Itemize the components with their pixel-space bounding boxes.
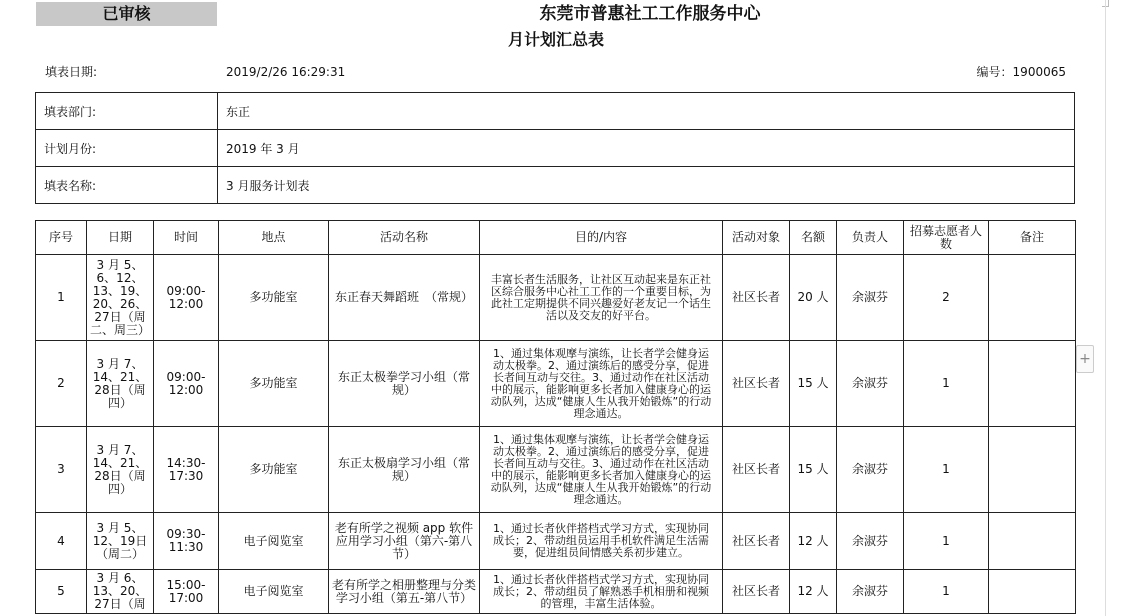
cell-no: 5 bbox=[36, 570, 87, 614]
header-row bbox=[36, 221, 1076, 255]
table-row bbox=[36, 570, 1076, 614]
cell-note bbox=[989, 427, 1076, 513]
cell-purpose: 1、通过长者伙伴搭档式学习方式，实现协同成长；2、带动组员了解熟悉手机相册和视频的管理，丰富生活体验。 bbox=[480, 570, 723, 614]
info-row-dept bbox=[36, 93, 1075, 130]
cell-target: 社区长者 bbox=[723, 341, 790, 427]
form-name-label: 填表名称: bbox=[36, 167, 218, 204]
cell-date: 3 月 7、14、21、28日（周四） bbox=[87, 341, 154, 427]
info-row-month bbox=[36, 130, 1075, 167]
cell-quota: 15 人 bbox=[790, 341, 837, 427]
info-table bbox=[35, 92, 1075, 204]
page-edge-divider bbox=[1105, 0, 1106, 616]
cell-volunteers: 1 bbox=[904, 427, 989, 513]
col-header-time: 时间 bbox=[154, 221, 219, 255]
col-header-activity: 活动名称 bbox=[329, 221, 480, 255]
fill-date-label: 填表日期: bbox=[45, 65, 98, 79]
plus-icon[interactable]: + bbox=[1076, 345, 1094, 373]
cell-target: 社区长者 bbox=[723, 427, 790, 513]
cell-leader: 余淑芬 bbox=[837, 513, 904, 570]
cell-time: 09:30-11:30 bbox=[154, 513, 219, 570]
col-header-volunteers: 招募志愿者人数 bbox=[904, 221, 989, 255]
cell-target: 社区长者 bbox=[723, 570, 790, 614]
cell-quota: 12 人 bbox=[790, 570, 837, 614]
col-header-no: 序号 bbox=[36, 221, 87, 255]
report-subtitle: 月计划汇总表 bbox=[507, 30, 604, 49]
table-row bbox=[36, 513, 1076, 570]
cell-purpose: 1、通过集体观摩与演练，让长者学会健身运动太极拳。2、通过演练后的感受分享，促进长者间互动与交往。3、通过动作在社区活动中的展示，能影响更多长者加入健康身心的运动队列，达成“健康人生从我开始锻炼”的行动理念通达。 bbox=[480, 427, 723, 513]
col-header-place: 地点 bbox=[219, 221, 329, 255]
report-code: 编号：1900065 bbox=[976, 65, 1066, 79]
cell-volunteers: 2 bbox=[904, 255, 989, 341]
cell-date: 3 月 5、12、19日（周二） bbox=[87, 513, 154, 570]
cell-activity: 东正太极拳学习小组（常规） bbox=[329, 341, 480, 427]
cell-target: 社区长者 bbox=[723, 255, 790, 341]
cell-leader: 余淑芬 bbox=[837, 427, 904, 513]
cell-leader: 余淑芬 bbox=[837, 570, 904, 614]
col-header-date: 日期 bbox=[87, 221, 154, 255]
cell-activity: 老有所学之相册整理与分类学习小组（第五-第八节） bbox=[329, 570, 480, 614]
cell-volunteers: 1 bbox=[904, 341, 989, 427]
table-row bbox=[36, 341, 1076, 427]
cell-time: 09:00-12:00 bbox=[154, 341, 219, 427]
col-header-quota: 名额 bbox=[790, 221, 837, 255]
cell-purpose: 1、通过集体观摩与演练，让长者学会健身运动太极拳。2、通过演练后的感受分享，促进长者间互动与交往。3、通过动作在社区活动中的展示，能影响更多长者加入健康身心的运动队列，达成“健康人生从我开始锻炼”的行动理念通达。 bbox=[480, 341, 723, 427]
cell-purpose: 1、通过长者伙伴搭档式学习方式，实现协同成长；2、带动组员运用手机软件满足生活需要，促进组员间情感关系初步建立。 bbox=[480, 513, 723, 570]
cell-activity: 东正太极扇学习小组（常规） bbox=[329, 427, 480, 513]
month-label: 计划月份: bbox=[36, 130, 218, 167]
col-header-purpose: 目的/内容 bbox=[480, 221, 723, 255]
cell-note bbox=[989, 255, 1076, 341]
fill-date-value: 2019/2/26 16:29:31 bbox=[226, 65, 346, 79]
cell-purpose: 丰富长者生活服务，让社区互动起来是东正社区综合服务中心社工工作的一个重要目标，为此社工定期提供不同兴趣爱好老友记一个话生活以及交友的好平台。 bbox=[480, 255, 723, 341]
org-title: 东莞市普惠社工工作服务中心 bbox=[539, 4, 761, 24]
cell-leader: 余淑芬 bbox=[837, 255, 904, 341]
cell-date: 3 月 7、14、21、28日（周四） bbox=[87, 427, 154, 513]
cell-note bbox=[989, 513, 1076, 570]
cell-no: 3 bbox=[36, 427, 87, 513]
cell-target: 社区长者 bbox=[723, 513, 790, 570]
cell-no: 1 bbox=[36, 255, 87, 341]
month-value: 2019 年 3 月 bbox=[218, 130, 1075, 167]
approved-badge: 已审核 bbox=[36, 2, 217, 26]
cell-date: 3 月 6、13、20、27日（周 bbox=[87, 570, 154, 614]
dept-label: 填表部门: bbox=[36, 93, 218, 130]
cell-quota: 12 人 bbox=[790, 513, 837, 570]
cell-note bbox=[989, 570, 1076, 614]
cell-time: 14:30-17:30 bbox=[154, 427, 219, 513]
cell-place: 电子阅览室 bbox=[219, 513, 329, 570]
cell-date: 3 月 5、6、12、13、19、20、26、27日（周二、周三） bbox=[87, 255, 154, 341]
dept-value: 东正 bbox=[218, 93, 1075, 130]
cell-leader: 余淑芬 bbox=[837, 341, 904, 427]
cell-activity: 东正春天舞蹈班 （常规） bbox=[329, 255, 480, 341]
cell-time: 15:00-17:00 bbox=[154, 570, 219, 614]
cell-place: 电子阅览室 bbox=[219, 570, 329, 614]
cell-place: 多功能室 bbox=[219, 427, 329, 513]
col-header-leader: 负责人 bbox=[837, 221, 904, 255]
cell-place: 多功能室 bbox=[219, 255, 329, 341]
cell-volunteers: 1 bbox=[904, 513, 989, 570]
table-row bbox=[36, 255, 1076, 341]
cell-activity: 老有所学之视频 app 软件应用学习小组（第六-第八节） bbox=[329, 513, 480, 570]
col-header-note: 备注 bbox=[989, 221, 1076, 255]
cell-volunteers: 1 bbox=[904, 570, 989, 614]
cell-note bbox=[989, 341, 1076, 427]
table-row bbox=[36, 427, 1076, 513]
plan-table bbox=[35, 220, 1076, 614]
cell-no: 2 bbox=[36, 341, 87, 427]
cell-time: 09:00-12:00 bbox=[154, 255, 219, 341]
cell-place: 多功能室 bbox=[219, 341, 329, 427]
form-name-value: 3 月服务计划表 bbox=[218, 167, 1075, 204]
info-row-name bbox=[36, 167, 1075, 204]
col-header-target: 活动对象 bbox=[723, 221, 790, 255]
cell-quota: 20 人 bbox=[790, 255, 837, 341]
cell-no: 4 bbox=[36, 513, 87, 570]
cell-quota: 15 人 bbox=[790, 427, 837, 513]
